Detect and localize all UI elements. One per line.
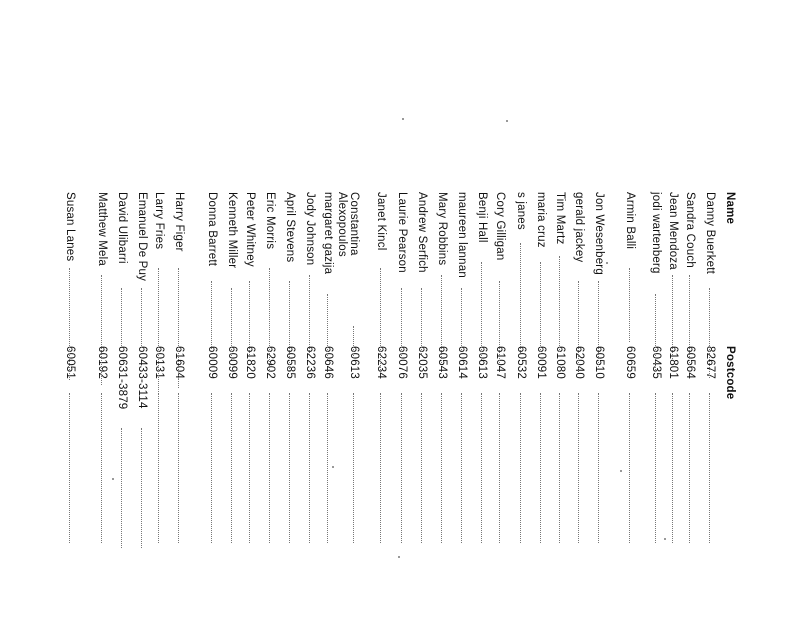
dotted-leader <box>101 393 102 543</box>
row-postcode: 60613 <box>476 346 488 379</box>
dotted-leader <box>655 294 656 372</box>
scan-speck <box>606 262 608 264</box>
scan-speck <box>112 478 114 480</box>
row-postcode: 82677 <box>704 346 716 379</box>
dotted-leader <box>353 393 354 543</box>
row-name: maria cruz <box>535 192 547 248</box>
dotted-leader <box>655 393 656 543</box>
row-postcode: 60076 <box>396 346 408 379</box>
row-name: Eric Morris <box>264 192 276 250</box>
row-postcode: 60091 <box>535 346 547 379</box>
row-name: Janet Kincl <box>375 192 387 251</box>
row-postcode: 60532 <box>515 346 527 379</box>
dotted-leader <box>672 275 673 359</box>
row-postcode: 60614 <box>456 346 468 379</box>
row-postcode: 61801 <box>667 346 679 379</box>
dotted-leader <box>269 393 270 543</box>
row-name: gerald jackey <box>573 192 585 263</box>
row-name: Benji Hall <box>476 192 488 243</box>
dotted-leader <box>441 275 442 363</box>
dotted-leader <box>309 275 310 353</box>
row-name: Laurie Pearson <box>396 192 408 273</box>
dotted-leader <box>578 393 579 543</box>
dotted-leader <box>69 268 70 380</box>
row-postcode: 62040 <box>573 346 585 379</box>
row-postcode: 60646 <box>322 346 334 379</box>
row-postcode: 61047 <box>494 346 506 379</box>
row-name: Tim Martz <box>554 192 566 245</box>
dotted-leader <box>289 281 290 371</box>
row-postcode: 62234 <box>375 346 387 379</box>
row-name: s janes <box>515 192 527 230</box>
row-name: Jon Wesenberg <box>593 192 605 275</box>
dotted-leader <box>141 428 142 548</box>
row-postcode: 60433-3114 <box>136 346 148 409</box>
scan-speck <box>664 538 666 540</box>
column-header-name: Name <box>724 192 736 225</box>
dotted-leader <box>709 288 710 378</box>
dotted-leader <box>231 393 232 543</box>
row-name: April Stevens <box>284 192 296 263</box>
dotted-leader <box>178 268 179 388</box>
row-name: Kenneth Miller <box>226 192 238 269</box>
dotted-leader <box>211 393 212 543</box>
row-postcode: 60659 <box>624 346 636 379</box>
dotted-leader <box>309 393 310 543</box>
row-postcode: 60510 <box>593 346 605 379</box>
row-postcode: 60585 <box>284 346 296 379</box>
row-postcode: 60131 <box>153 346 165 379</box>
row-name: Harry Figer <box>173 192 185 252</box>
dotted-leader <box>499 393 500 543</box>
scan-speck <box>620 470 622 472</box>
row-postcode: 60435 <box>650 346 662 379</box>
row-postcode: 61604 <box>173 346 185 379</box>
row-postcode: 60192 <box>96 346 108 379</box>
row-postcode: 61080 <box>554 346 566 379</box>
dotted-leader <box>327 294 328 360</box>
row-name: Sandra Couch <box>684 192 696 268</box>
dotted-leader <box>158 268 159 392</box>
row-name: Jody Johnson <box>304 192 316 266</box>
dotted-leader <box>598 281 599 367</box>
scan-speck <box>398 556 400 558</box>
dotted-leader <box>481 262 482 360</box>
dotted-leader <box>211 281 212 349</box>
row-name: Jean Mendoza <box>667 192 679 270</box>
dotted-leader <box>69 393 70 543</box>
scan-speck <box>332 466 334 468</box>
dotted-leader <box>689 393 690 543</box>
dotted-leader <box>353 326 354 356</box>
dotted-leader <box>249 393 250 543</box>
dotted-leader <box>101 275 102 385</box>
row-postcode: 60564 <box>684 346 696 379</box>
dotted-leader <box>559 256 560 352</box>
row-name: maureen lannan <box>456 192 468 278</box>
row-name: Constantina Alexopoulos <box>336 192 360 257</box>
row-name: Mary Robbins <box>436 192 448 266</box>
row-postcode: 62902 <box>264 346 276 379</box>
row-postcode: 60051 <box>64 346 76 379</box>
row-name: Peter Whitney <box>244 192 256 267</box>
dotted-leader <box>441 393 442 543</box>
dotted-leader <box>401 288 402 358</box>
scan-speck <box>506 120 508 122</box>
dotted-leader <box>540 393 541 543</box>
dotted-leader <box>269 268 270 372</box>
row-postcode: 60009 <box>206 346 218 379</box>
row-postcode: 60631-3879 <box>116 346 128 410</box>
dotted-leader <box>520 393 521 543</box>
row-name: Donna Barrett <box>206 192 218 267</box>
dotted-leader <box>158 393 159 543</box>
row-name: margaret gazija <box>322 192 334 275</box>
dotted-leader <box>327 393 328 543</box>
row-name: jodi wartenberg <box>650 192 662 274</box>
dotted-leader <box>461 393 462 543</box>
row-name: Cory Gilligan <box>494 192 506 261</box>
dotted-leader <box>461 288 462 350</box>
row-name: Armin Balli <box>624 192 636 250</box>
dotted-leader <box>520 243 521 353</box>
row-postcode: 60543 <box>436 346 448 379</box>
dotted-leader <box>421 393 422 543</box>
dotted-leader <box>499 281 500 363</box>
dotted-leader <box>629 268 630 342</box>
dotted-leader <box>380 393 381 543</box>
dotted-leader <box>231 288 232 360</box>
dotted-leader <box>421 288 422 354</box>
dotted-leader <box>559 393 560 543</box>
row-name: Danny Buerkett <box>704 192 716 275</box>
column-header-postcode: Postcode <box>724 346 736 400</box>
dotted-leader <box>598 393 599 543</box>
dotted-leader <box>689 275 690 367</box>
row-postcode: 62035 <box>416 346 428 379</box>
row-name: Susan Lanes <box>64 192 76 262</box>
dotted-leader <box>380 268 381 370</box>
dotted-leader <box>578 281 579 371</box>
dotted-leader <box>178 393 179 543</box>
row-name: Emanuel De Puy <box>136 192 148 282</box>
row-name: Matthew Mela <box>96 192 108 266</box>
row-name: David Ulibarri <box>116 192 128 264</box>
dotted-leader <box>481 393 482 543</box>
dotted-leader <box>629 393 630 543</box>
row-postcode: 62236 <box>304 346 316 379</box>
dotted-leader <box>289 393 290 543</box>
dotted-leader <box>540 262 541 354</box>
dotted-leader <box>401 393 402 543</box>
dotted-leader <box>249 281 250 357</box>
dotted-leader <box>121 288 122 346</box>
row-name: Andrew Serfich <box>416 192 428 273</box>
dotted-leader <box>141 288 142 348</box>
dotted-leader <box>121 428 122 548</box>
row-postcode: 60099 <box>226 346 238 379</box>
dotted-leader <box>672 393 673 543</box>
dotted-leader <box>709 393 710 543</box>
row-name: Larry Fries <box>153 192 165 250</box>
scan-speck <box>402 118 404 120</box>
row-postcode: 60613 <box>348 346 360 379</box>
row-postcode: 61820 <box>244 346 256 379</box>
